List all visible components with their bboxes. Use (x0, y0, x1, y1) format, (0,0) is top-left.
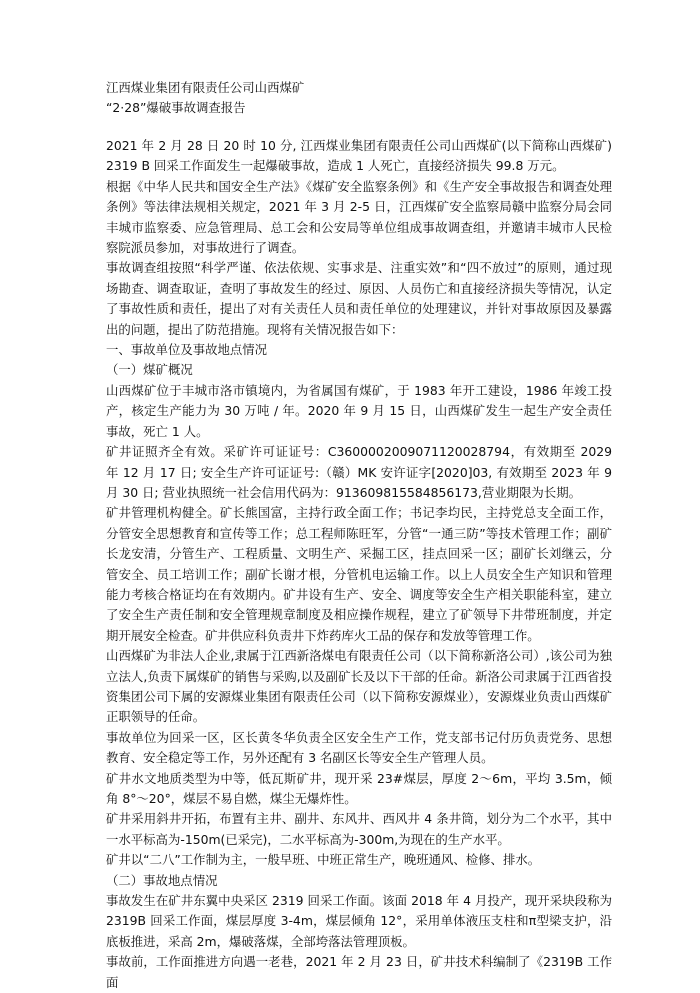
title-spacer (106, 118, 612, 136)
report-title-line-1: 江西煤业集团有限责任公司山西煤矿 (106, 80, 305, 95)
paragraph-accident-location: 事故发生在矿井东翼中央采区 2319 回采工作面。该面 2018 年 4 月投产，现开采块段称为 2319B 回采工作面，煤层厚度 3-4m，煤层倾角 12°，采用单体液压支柱和π型梁支护，沿底板推进，采高 2m，爆破落煤，全部垮落法管理顶板。 (106, 893, 612, 949)
paragraph-management: 矿井管理机构健全。矿长熊国富，主持行政全面工作；书记李均民，主持党总支全面工作，分管安全思想教育和宣传等工作；总工程师陈旺军，分管“一通三防”等技术管理工作；副矿长龙安清，分管生产、工程质量、文明生产、采掘工区，挂点回采一区；副矿长刘继云，分管安全、员工培训工作；副矿长谢才根，分管机电运输工作。以上人员安全生产知识和管理能力考核合格证均在有效期内。矿井设有生产、安全、调度等安全生产相关职能科室，建立了安全生产责任制和安全管理规章制度及相应操作规程，建立了矿领导下井带班制度，并定期开展安全检查。矿井供应科负责井下炸药库火工品的保存和发放等管理工作。 (106, 505, 612, 643)
paragraph-legal-basis: 根据《中华人民共和国安全生产法》《煤矿安全监察条例》和《生产安全事故报告和调查处理条例》等法律法规相关规定，2021 年 3 月 2-5 日，江西煤矿安全监察局赣中监察分局会同丰城市监察委、应急管理局、总工会和公安局等单位组成事故调查组，并邀请丰城市人民检察院派员参加，对事故进行了调查。 (106, 178, 612, 256)
report-title-line-2: “2·28”爆破事故调查报告 (106, 100, 246, 115)
subsection-heading-1: （一）煤矿概况 (106, 362, 193, 378)
paragraph-hydrogeology: 矿井水文地质类型为中等，低瓦斯矿井，现开采 23#煤层，厚度 2～6m，平均 3.5m，倾角 8°～20°，煤层不易自燃，煤尘无爆炸性。 (106, 770, 612, 806)
paragraph-licenses: 矿井证照齐全有效。采矿许可证证号：C3600002009071120028794，有效期至 2029 年 12 月 17 日; 安全生产许可证证号:（赣）MK 安许证字[2020]03, 有效期至 2023 年 9 月 30 日; 营业执照统一社会信用代码为：913609815584856173,营业期限为长期。 (106, 444, 612, 500)
paragraph-ownership: 山西煤矿为非法人企业,隶属于江西新洛煤电有限责任公司（以下简称新洛公司）,该公司为独立法人,负责下属煤矿的销售与采购,以及副矿长及以下干部的任命。新洛公司隶属于江西省投资集团公司下属的安源煤业集团有限责任公司（以下简称安源煤业），安源煤业负责山西煤矿正职领导的任命。 (106, 648, 612, 725)
paragraph-investigation-principles: 事故调查组按照“科学严谨、依法依规、实事求是、注重实效”和“四不放过”的原则，通过现场勘查、调查取证，查明了事故发生的经过、原因、人员伤亡和直接经济损失等情况，认定了事故性质和责任，提出了对有关责任人员和责任单位的处理建议，并针对事故原因及暴露出的问题，提出了防范措施。现将有关情况报告如下： (106, 260, 612, 337)
paragraph-before-accident: 事故前，工作面推进方向遇一老巷，2021 年 2 月 23 日，矿井技术科编制了《2319B 工作面 (106, 954, 612, 990)
section-heading-1: 一、事故单位及事故地点情况 (106, 342, 268, 358)
subsection-heading-2: （二）事故地点情况 (106, 872, 218, 888)
paragraph-accident-unit: 事故单位为回采一区，区长黄冬华负责全区安全生产工作，党支部书记付历负责党务、思想教育、安全稳定等工作，另外还配有 3 名副区长等安全生产管理人员。 (106, 729, 612, 766)
paragraph-mine-overview: 山西煤矿位于丰城市洛市镇境内，为省属国有煤矿，于 1983 年开工建设，1986 年竣工投产，核定生产能力为 30 万吨 / 年。2020 年 9 月 15 日，山西煤矿发生一起生产安全责任事故，死亡 1 人。 (106, 382, 612, 439)
paragraph-summary: 2021 年 2 月 28 日 20 时 10 分, 江西煤业集团有限责任公司山西煤矿(以下简称山西煤矿)2319 B 回采工作面发生一起爆破事故，造成 1 人死亡，直接经济损失 99.8 万元。 (106, 138, 612, 174)
report-page (106, 78, 612, 993)
paragraph-shift-system: 矿井以“二八”工作制为主，一般早班、中班正常生产，晚班通风、检修、排水。 (106, 852, 541, 868)
paragraph-development: 矿井采用斜井开拓，布置有主井、副井、东风井、西风井 4 条井筒，划分为二个水平，其中一水平标高为-150m(已采完)，二水平标高为-300m,为现在的生产水平。 (106, 811, 612, 847)
